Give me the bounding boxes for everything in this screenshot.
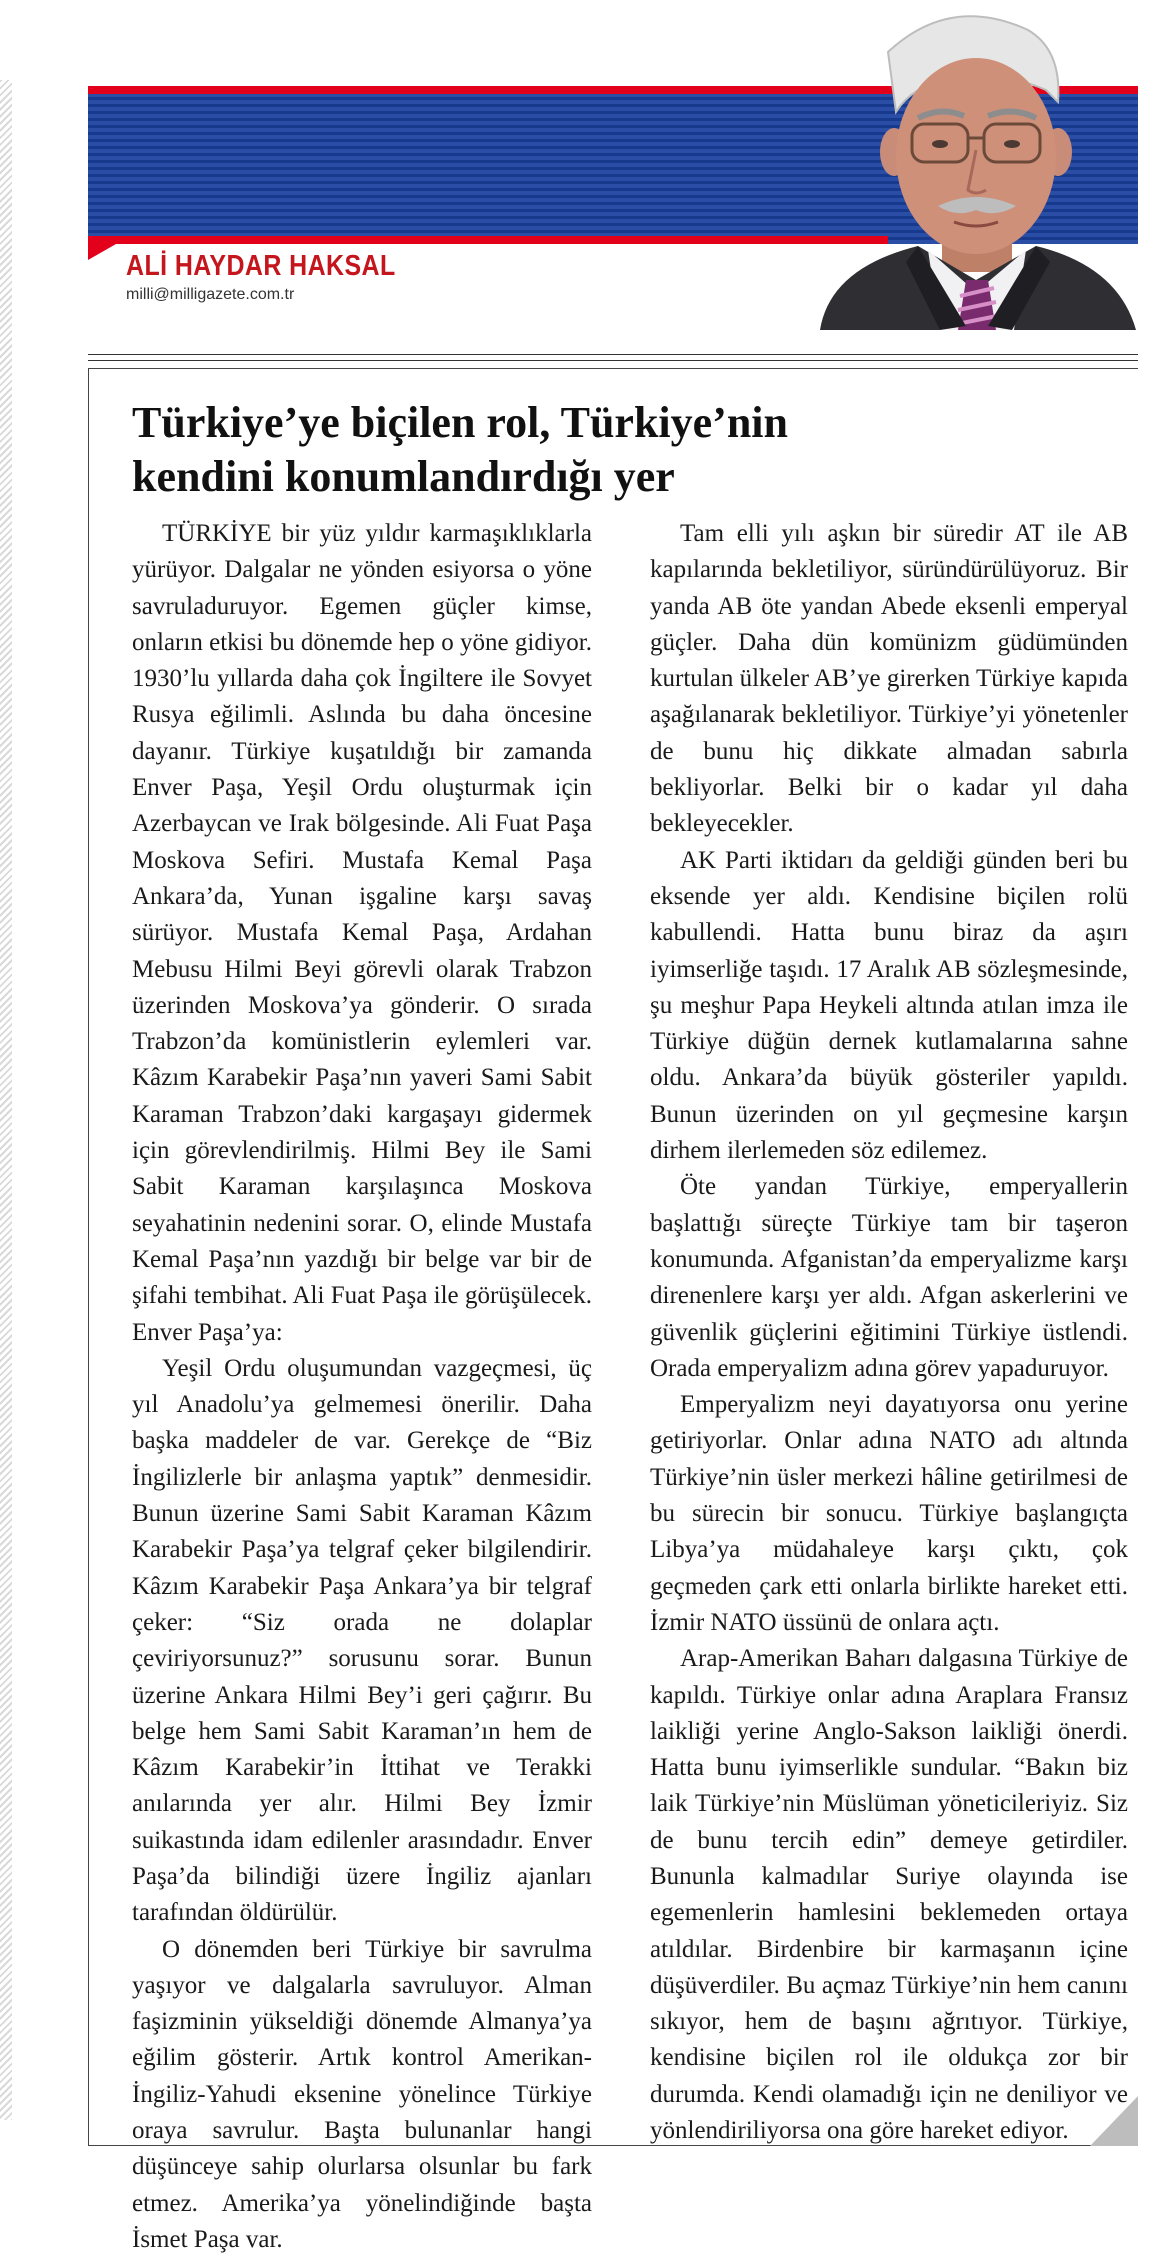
article-column-left bbox=[132, 516, 592, 2258]
paragraph: Tam elli yılı aşkın bir süredir AT ile AB kapılarında bekletiliyor, süründürülüyoruz. Bir yanda AB öte yandan Abede eksenli emperyal güçler. Daha dün komünizm güdümünden kurtulan ülkeler AB’ye girerken Türkiye kapıda aşağılanarak bekletiliyor. Türkiye’yi yönetenler de bunu hiç dikkate almadan sabırla bekliyorlar. Belki bir o kadar yıl daha bekleyecekler. bbox=[650, 520, 1128, 838]
banner-red-triangle bbox=[88, 244, 116, 260]
paragraph: AK Parti iktidarı da geldiği günden beri bu eksende yer aldı. Kendisine biçilen rolü kabullendi. Hatta bunu biraz da aşırı iyimserliğe taşıdı. 17 Aralık AB sözleşmesinde, şu meşhur Papa Heykeli altında atılan imza ile Türkiye düğün dernek kutlamalarına sahne oldu. Ankara’da büyük gösteriler yapıldı. Bunun üzerinden on yıl geçmesine karşın dirhem ilerlemeden söz edilemez. bbox=[650, 846, 1128, 1165]
article-title-line-1: Türkiye’ye biçilen rol, Türkiye’nin bbox=[132, 398, 788, 447]
paragraph: O dönemden beri Türkiye bir savrulma yaşıyor ve dalgalarla savruluyor. Alman faşizminin yükseldiği dönemde Almanya’ya eğilim gösterir. Artık kontrol Amerikan-İngiliz-Yahudi eksenine yönelince Türkiye oraya savrulur. Başta bulunanlar hangi düşünceye sahip olurlarsa olsunlar bu fark etmez. Amerika’ya yönelindiğinde başta İsmet Paşa var. bbox=[132, 1935, 592, 2253]
article-column-right bbox=[650, 516, 1128, 2149]
author-email: milli@milligazete.com.tr bbox=[126, 286, 295, 303]
paragraph: Öte yandan Türkiye, emperyallerin başlattığı süreçte Türkiye tam bir taşeron konumunda. Afganistan’da emperyalizme karşı direnenlere karşı yer aldı. Afgan askerlerini ve güvenlik güçlerini eğitimini Türkiye üstlendi. Orada emperyalizm adına görev yapaduruyor. bbox=[650, 1173, 1128, 1382]
header-rule-top bbox=[88, 354, 1138, 355]
paragraph: TÜRKİYE bir yüz yıldır karmaşıklıklarla yürüyor. Dalgalar ne yönden esiyorsa o yöne savruladuruyor. Egemen güçler kimse, onların etkisi bu dönemde hep o yöne gidiyor. 1930’lu yıllarda daha çok İngiltere ile Sovyet Rusya eğilimli. Aslında bu daha öncesine dayanır. Türkiye kuşatıldığı bir zamanda Enver Paşa, Yeşil Ordu oluşturmak için Azerbaycan ve Irak bölgesinde. Ali Fuat Paşa Moskova Sefiri. Mustafa Kemal Paşa Ankara’da, Yunan işgaline karşı savaş sürüyor. Mustafa Kemal Paşa, Ardahan Mebusu Hilmi Beyi görevli olarak Trabzon üzerinden Moskova’ya gönderir. O sırada Trabzon’da komünistlerin eylemleri var. Kâzım Karabekir Paşa’nın yaveri Sami Sabit Karaman Trabzon’daki kargaşayı gidermek için görevlendirilmiş. Hilmi Bey ile Sami Sabit Karaman karşılaşınca Moskova seyahatinin nedenini sorar. O, elinde Mustafa Kemal Paşa’nın yazdığı bir belge var bir de şifahi tembihat. Ali Fuat Paşa ile görüşülecek. Enver Paşa’ya: bbox=[132, 520, 592, 1346]
header-rule-bottom bbox=[88, 360, 1138, 361]
author-name: ALİ HAYDAR HAKSAL bbox=[126, 250, 396, 282]
paragraph: Emperyalizm neyi dayatıyorsa onu yerine getiriyorlar. Onlar adına NATO adı altında Türkiye’nin üsler merkezi hâline getirilmesi de bu sürecin bir sonucu. Türkiye başlangıçta Libya’ya müdahaleye karşı çıktı, çok geçmeden çark etti onlarla birlikte hareket etti. İzmir NATO üssünü de onlara açtı. bbox=[650, 1391, 1128, 1636]
page-edge-hatching bbox=[0, 80, 12, 2120]
banner-red-stripe-bottom bbox=[88, 236, 888, 244]
article-title-line-2: kendini konumlandırdığı yer bbox=[132, 452, 675, 501]
paragraph: Yeşil Ordu oluşumundan vazgeçmesi, üç yıl Anadolu’ya gelmemesi önerilir. Daha başka maddeler de var. Gerekçe de “Biz İngilizlerle bir anlaşma yaptık” denmesidir. Bunun üzerine Sami Sabit Karaman Kâzım Karabekir Paşa’ya telgraf çeker bilgilendirir. Kâzım Karabekir Paşa Ankara’ya bir telgraf çeker: “Siz orada ne dolaplar çeviriyorsunuz?” sorusunu sorar. Bunun üzerine Ankara Hilmi Bey’i geri çağırır. Bu belge hem Sami Sabit Karaman’ın hem de Kâzım Karabekir’in İttihat ve Terakki anılarında yer alır. Hilmi Bey İzmir suikastında idam edilenler arasındadır. Enver Paşa’da bilindiği üzere İngiliz ajanları tarafından öldürülür. bbox=[132, 1354, 592, 1927]
article-title bbox=[132, 396, 1132, 504]
author-portrait bbox=[800, 0, 1138, 330]
paragraph: Arap-Amerikan Baharı dalgasına Türkiye de kapıldı. Türkiye onlar adına Araplara Fransız laikliği yerine Anglo-Sakson laikliği önerdi. Hatta bunu iyimserlikle sundular. “Bakın biz laik Türkiye’nin Müslüman yöneticileriyiz. Siz de bunu tercih edin” demeye getirdiler. Bununla kalmadılar Suriye olayında ise egemenlerin hamlesini beklemeden ortaya atıldılar. Birdenbire bir karmaşanın içine düşüverdiler. Bu açmaz Türkiye’nin hem canını sıkıyor, hem de başını ağrıtıyor. Türkiye, kendisine biçilen rol ile oldukça zor bir durumda. Kendi olamadığı için ne deniliyor ve yönlendiriliyorsa ona göre hareket ediyor. bbox=[650, 1645, 1128, 2145]
